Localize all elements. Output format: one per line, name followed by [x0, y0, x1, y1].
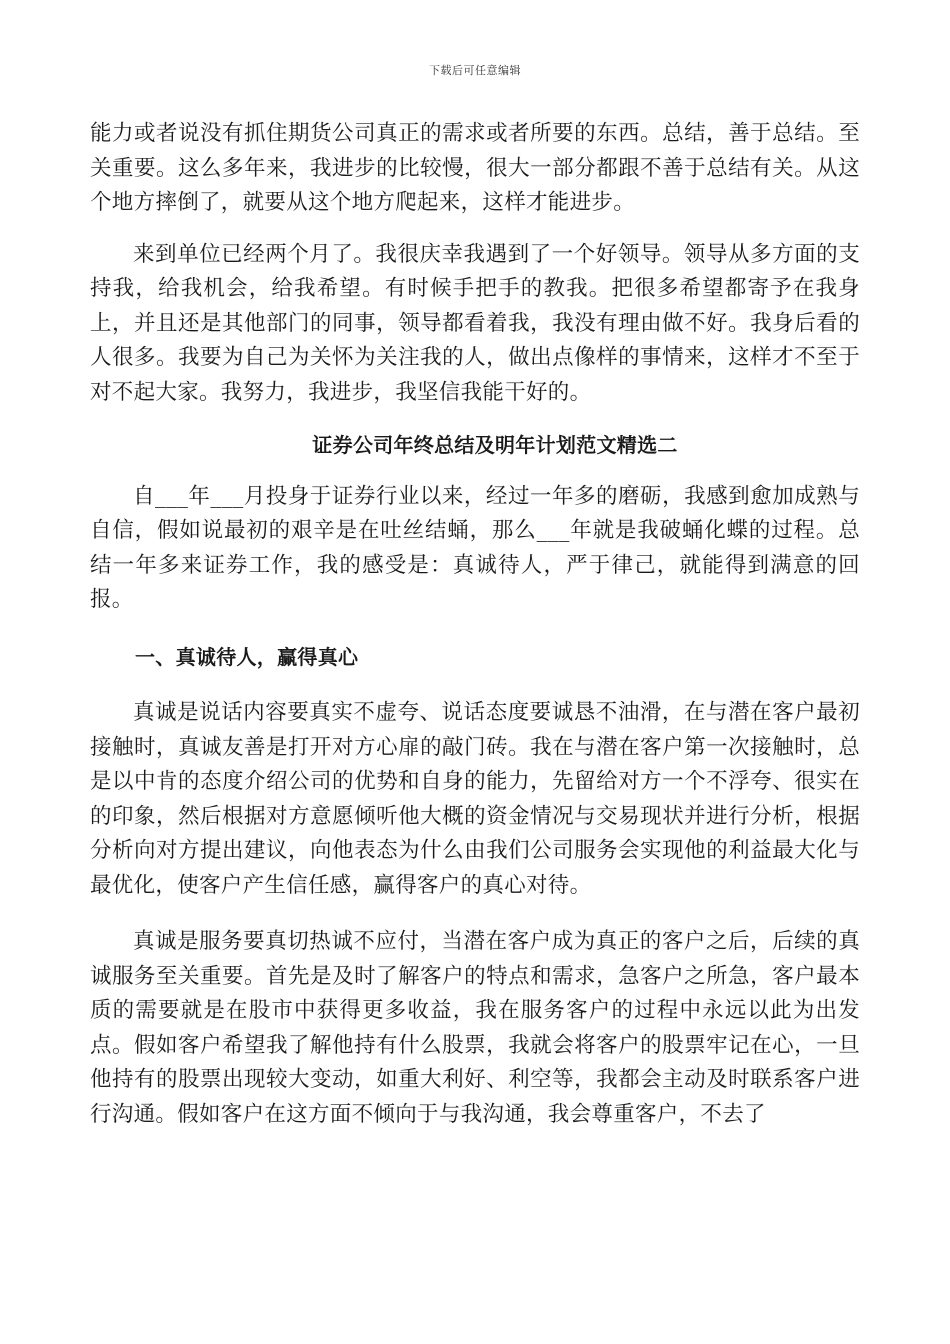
- section-title: 证券公司年终总结及明年计划范文精选二: [312, 433, 678, 457]
- paragraph-3: 自___年___月投身于证券行业以来，经过一年多的磨砺，我感到愈加成熟与自信，假如说最初的艰辛是在吐丝结蛹，那么___年就是我破蛹化蝶的过程。总结一年多来证券工作，我的感受是：真诚待人，严于律己，就能得到满意的回报。: [90, 483, 860, 612]
- page-header: 下载后可任意编辑: [429, 64, 521, 77]
- document-body: [90, 117, 860, 1132]
- subheading-1: 一、真诚待人，赢得真心: [135, 644, 359, 669]
- paragraph-5: 真诚是服务要真切热诚不应付，当潜在客户成为真正的客户之后，后续的真诚服务至关重要。首先是及时了解客户的特点和需求，急客户之所急，客户最本质的需要就是在股市中获得更多收益，我在服务客户的过程中永远以此为出发点。假如客户希望我了解他持有什么股票，我就会将客户的股票牢记在心，一旦他持有的股票出现较大变动，如重大利好、利空等，我都会主动及时联系客户进行沟通。假如客户在这方面不倾向于与我沟通，我会尊重客户，不去了: [90, 929, 860, 1127]
- paragraph-1: 能力或者说没有抓住期货公司真正的需求或者所要的东西。总结，善于总结。至关重要。这么多年来，我进步的比较慢，很大一部分都跟不善于总结有关。从这个地方摔倒了，就要从这个地方爬起来，这样才能进步。: [90, 121, 860, 215]
- paragraph-4: 真诚是说话内容要真实不虚夸、说话态度要诚恳不油滑，在与潜在客户最初接触时，真诚友善是打开对方心扉的敲门砖。我在与潜在客户第一次接触时，总是以中肯的态度介绍公司的优势和自身的能力，先留给对方一个不浮夸、很实在的印象，然后根据对方意愿倾听他大概的资金情况与交易现状并进行分析，根据分析向对方提出建议，向他表态为什么由我们公司服务会实现他的利益最大化与最优化，使客户产生信任感，赢得客户的真心对待。: [90, 700, 860, 898]
- paragraph-2: 来到单位已经两个月了。我很庆幸我遇到了一个好领导。领导从多方面的支持我，给我机会，给我希望。有时候手把手的教我。把很多希望都寄予在我身上，并且还是其他部门的同事，领导都看着我，我没有理由做不好。我身后看的人很多。我要为自己为关怀为关注我的人，做出点像样的事情来，这样才不至于对不起大家。我努力，我进步，我坚信我能干好的。: [90, 241, 860, 405]
